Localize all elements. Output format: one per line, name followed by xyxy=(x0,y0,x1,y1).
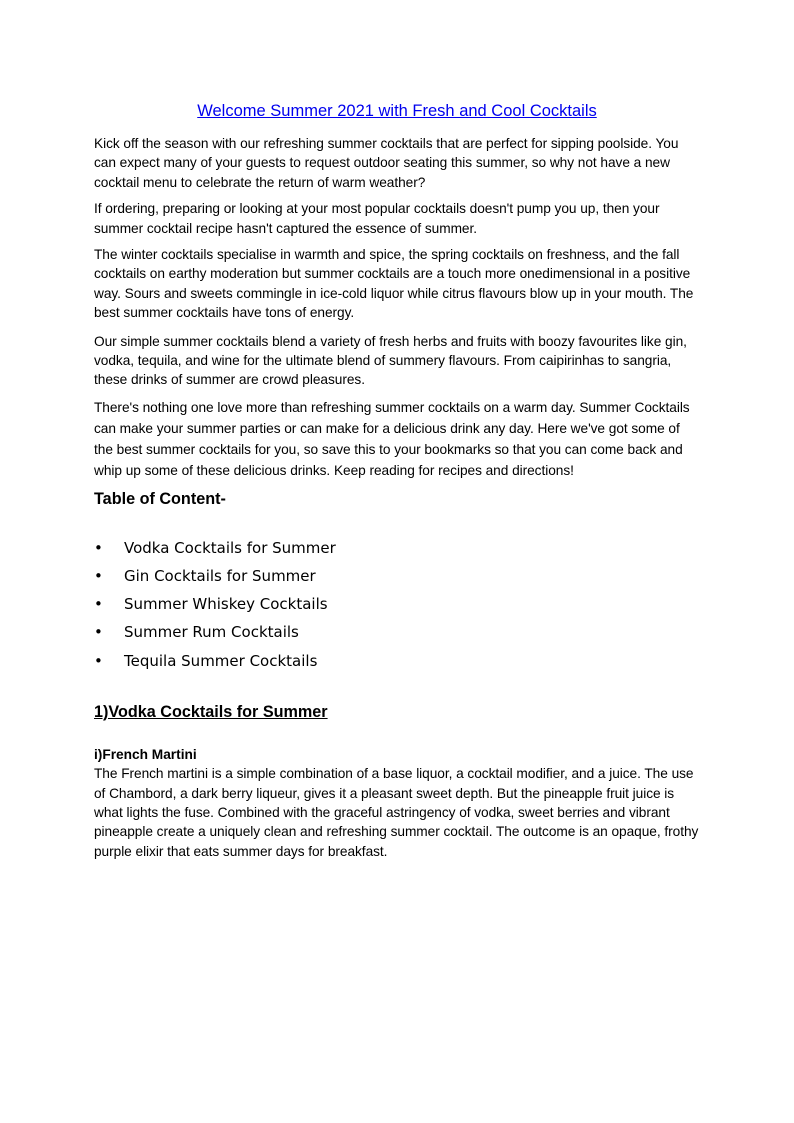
document-page xyxy=(94,100,700,868)
toc-heading: Table of Content- xyxy=(94,489,226,508)
intro-paragraph-1: Kick off the season with our refreshing summer cocktails that are perfect for sipping poolside. You can expect many of your guests to request outdoor seating this summer, so why not have a new cocktail menu to celebrate the return of warm weather? xyxy=(94,136,679,190)
intro-paragraph-3: The winter cocktails specialise in warmth and spice, the spring cocktails on freshness, and the fall cocktails on earthy moderation but summer cocktails are a touch more onedimensional in a positive way. Sours and sweets commingle in ice-cold liquor while citrus flavours blow up in your mouth. The best summer cocktails have tons of energy. xyxy=(94,247,694,321)
title-link[interactable]: Welcome Summer 2021 with Fresh and Cool Cocktails xyxy=(197,102,597,120)
toc-item-tequila xyxy=(94,647,700,675)
bullet-icon: • xyxy=(94,538,103,557)
intro-paragraph-4: Our simple summer cocktails blend a variety of fresh herbs and fruits with boozy favourites like gin, vodka, tequila, and wine for the ultimate blend of summery flavours. From caipirinhas to sangria, these drinks of summer are crowd pleasures. xyxy=(94,333,687,388)
intro-paragraph-5: There's nothing one love more than refreshing summer cocktails on a warm day. Summer Cocktails can make your summer parties or can make for a delicious drink any day. Here we've got some of the best summer cocktails for you, so save this to your bookmarks so that you can come back and whip up some of these delicious drinks. Keep reading for recipes and directions! xyxy=(94,399,690,478)
toc-item-label: Summer Whiskey Cocktails xyxy=(124,595,328,614)
toc-item-label: Vodka Cocktails for Summer xyxy=(124,538,336,557)
toc-item-whiskey xyxy=(94,590,700,618)
french-martini-paragraph: The French martini is a simple combination of a base liquor, a cocktail modifier, and a juice. The use of Chambord, a dark berry liqueur, gives it a pleasant sweet depth. But the pineapple fruit juice is what lights the fuse. Combined with the graceful astringency of vodka, sweet berries and vibrant pineapple create a uniquely clean and refreshing summer cocktail. The outcome is an opaque, frothy purple elixir that eats summer days for breakfast. xyxy=(94,766,699,859)
toc-item-label: Gin Cocktails for Summer xyxy=(124,567,316,586)
bullet-icon: • xyxy=(94,651,103,670)
bullet-icon: • xyxy=(94,595,103,614)
section-heading-vodka: 1)Vodka Cocktails for Summer xyxy=(94,702,328,721)
intro-paragraph-2: If ordering, preparing or looking at your most popular cocktails doesn't pump you up, then your summer cocktail recipe hasn't captured the essence of summer. xyxy=(94,201,660,236)
page-title xyxy=(94,100,700,122)
toc-item-gin xyxy=(94,562,700,590)
bullet-icon: • xyxy=(94,623,103,642)
bullet-icon: • xyxy=(94,567,103,586)
toc-item-label: Tequila Summer Cocktails xyxy=(124,651,318,670)
toc-item-rum xyxy=(94,618,700,646)
toc-item-vodka xyxy=(94,534,700,562)
subheading-french-martini: i)French Martini xyxy=(94,746,197,762)
toc-item-label: Summer Rum Cocktails xyxy=(124,623,299,642)
toc-list xyxy=(94,534,700,675)
